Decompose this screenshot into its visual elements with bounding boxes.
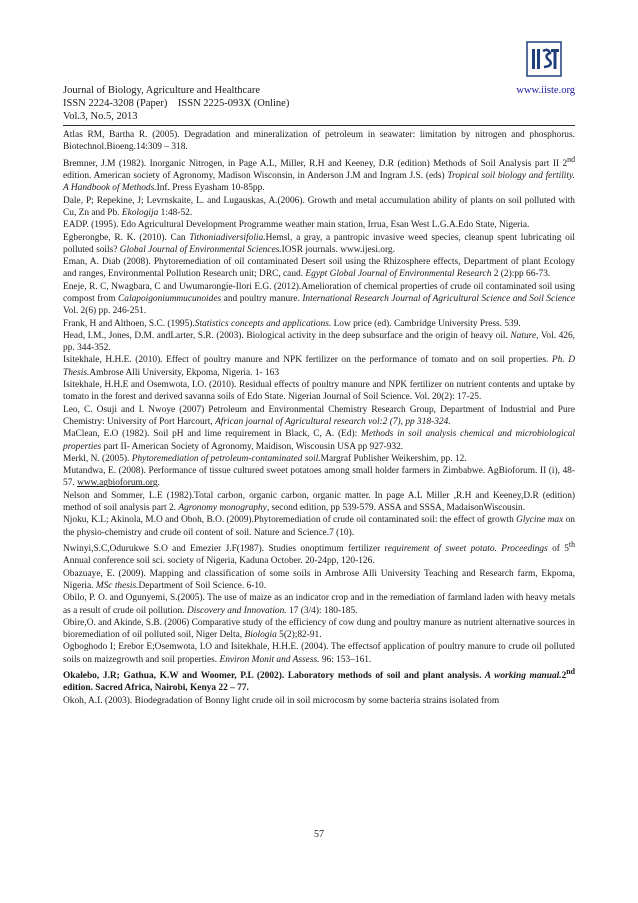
reference-text: Calapoigoniummucunoides xyxy=(118,293,222,304)
reference-text: 17 (3/4): 180-185. xyxy=(286,605,358,616)
reference-entry xyxy=(63,379,575,404)
reference-text: Ogboghodo I; Erebor E;Osemwota, I.O and Isitekhale, H.H.E. (2004). The effectsof application of poultry manure to crude oil polluted soils on maizegrowth and soil properties. xyxy=(63,642,575,665)
reference-text: Head, I.M., Jones, D.M. andLarter, S.R. (2003). Biological activity in the deep subsurface and the origin of heavy oil. xyxy=(63,330,511,341)
reference-text: 5(2);82-91. xyxy=(276,630,322,641)
reference-text: International Research Journal of Agricultural Science and Soil Science xyxy=(302,293,575,304)
reference-entry xyxy=(63,539,575,568)
page-number: 57 xyxy=(314,829,324,840)
reference-text: Nelson and Sommer, L.E (1982).Total carbon, organic carbon, organic matter. In page A.L Miller ,R.H and Keeney,D.R (edition) method of soil analysis part 2. xyxy=(63,490,575,514)
reference-text: MaClean, E.O (1982). Soil pH and lime requirement in Black, C, A. (Ed): xyxy=(63,429,362,440)
reference-entry xyxy=(63,592,575,617)
reference-text: 2 xyxy=(561,671,567,682)
reference-text: Glycine max xyxy=(516,515,564,526)
reference-entry xyxy=(63,154,575,195)
reference-text: A working manual. xyxy=(481,671,562,682)
reference-entry xyxy=(63,453,575,465)
reference-link[interactable]: www.agbioforum.org xyxy=(77,478,158,489)
reference-text: Ph. D Thesis. xyxy=(63,355,575,378)
reference-text: Tropical soil biology and fertility. A Handbook of Methods. xyxy=(63,171,575,194)
reference-text: Phytoremediation of petroleum-contaminated soil. xyxy=(131,453,321,464)
reference-entry xyxy=(63,232,575,257)
reference-text: Hemsl, a gray, a pantropic invasive weed species, cleanup spent lubricating oil polluted soils? xyxy=(63,232,575,255)
reference-text: Obilo, P. O. and Ogunyemi, S.(2005). The use of maize as an indicator crop and in the remediation of farmland laden with heavy metals as a result of crude oil pollution. xyxy=(63,593,575,616)
header-rule xyxy=(63,125,575,126)
reference-entry xyxy=(63,428,575,453)
reference-entry xyxy=(63,514,575,539)
reference-text: Discovery and Innovation. xyxy=(186,605,287,616)
reference-text: nd xyxy=(567,154,575,164)
reference-text: equirement of sweet potato. Proceedings xyxy=(387,544,548,555)
reference-list xyxy=(63,129,575,707)
reference-entry xyxy=(63,219,575,231)
reference-text: Eneje, R. C, Nwagbara, C and Uwumarongie-Ilori E.G. (2012).Amelioration of chemical properties of crude oil contaminated soil using compost from xyxy=(63,281,575,304)
reference-text: , second edition, pp 539-579. ASSA and SSSA, MadaisonWiscousin. xyxy=(266,503,526,514)
reference-entry xyxy=(63,354,575,379)
reference-text: Obire,O. and Akinde, S.B. (2006) Comparative study of the efficiency of cow dung and poultry manure as nutrient alternative sources in bioremediation of oil polluted soil, Niger Delta, xyxy=(63,617,575,641)
reference-text: Nature, xyxy=(510,330,539,341)
reference-text: Tithoniadiversifolia. xyxy=(189,232,266,243)
reference-entry xyxy=(63,404,575,429)
reference-entry xyxy=(63,465,575,490)
reference-text: Bremner, J.M (1982). Inorganic Nitrogen, in Page A.L, Miller, R.H and Keeney, D.R (edition) Methods of Soil Analysis part II 2 xyxy=(63,158,568,169)
reference-text: part II- American Society of Agronomy, Maidison, Wiscousin USA pp 927-932. xyxy=(101,441,404,452)
reference-text: on the physio-chemistry and crude oil content of soil. Nature and Science.7 (10). xyxy=(63,515,575,538)
reference-text: Atlas RM, Bartha R. (2005). Degradation and mineralization of petroleum in seawater: limitation by nitrogen and phosphorus. Biotechnol.Bioeng.14:309 – 318. xyxy=(63,130,575,153)
reference-entry xyxy=(63,490,575,515)
reference-text: Egypt Global Journal of Environmental Research xyxy=(305,269,492,280)
iiste-logo xyxy=(526,41,562,77)
reference-entry xyxy=(63,318,575,330)
reference-text: Statistics concepts and applications. xyxy=(194,318,332,329)
reference-text: Biologia xyxy=(244,630,277,641)
reference-text: Low price (ed). Cambridge University Press. 539. xyxy=(331,318,521,329)
reference-text: Methods in soil analysis chemical and microbiological properties xyxy=(63,429,575,452)
reference-text: Okoh, A.I. (2003). Biodegradation of Bonny light crude oil in soil microcosm by some bacteria strains isolated from xyxy=(63,695,500,706)
reference-text: EADP. (1995). Edo Agricultural Development Programme weather main station, Irrua, Esan West L.G.A.Edo State, Nigeria. xyxy=(63,220,530,231)
reference-text: Nwinyi,S.C,Odurukwe S.O and Emezier J.F(1987). Studies onoptimum fertilizer r xyxy=(63,544,388,555)
reference-text: of 5 xyxy=(547,544,569,555)
reference-text: MSc thesis. xyxy=(95,580,139,591)
reference-text: nd xyxy=(566,667,576,677)
reference-text: 1:48-52. xyxy=(158,207,193,218)
reference-text: edition. American society of Agronomy, Madison Wisconsin, in Anderson J.M and Ingram J.S. (eds) xyxy=(63,171,448,182)
reference-entry xyxy=(63,666,575,695)
reference-text: th xyxy=(568,539,576,549)
reference-text: Okalebo, J.R; Gathua, K.W and Woomer, P.L (2002). Laboratory methods of soil and plant analysis. xyxy=(63,671,482,682)
reference-text: Merkl, N. (2005). xyxy=(63,453,132,464)
reference-text: Frank, H and Althoen, S.C. (1995). xyxy=(63,318,195,329)
reference-entry xyxy=(63,281,575,318)
reference-text: Eman, A. Diab (2008). Phytoremediation of oil contaminated Desert soil using the Rhizosphere effects, Department of plant Ecology and ranges, Environmental Pollution Research unit; DRC, caud. xyxy=(63,257,575,280)
reference-entry xyxy=(63,568,575,593)
journal-url[interactable]: www.iiste.org xyxy=(516,85,575,96)
reference-text: Leo, C. Osuji and I. Nwoye (2007) Petroleum and Environmental Chemistry Research Group, Department of Industrial and Pure Chemistry: University of Port Harcourt, xyxy=(63,404,575,427)
reference-entry xyxy=(63,195,575,220)
reference-entry xyxy=(63,330,575,355)
reference-entry xyxy=(63,256,575,281)
reference-text: Ambrose Alli University, Ekpoma, Nigeria. 1- 163 xyxy=(89,367,280,378)
reference-text: edition. Sacred Africa, Nairobi, Kenya 22 – 77. xyxy=(63,683,249,694)
reference-text: Department of Soil Science. 6-10. xyxy=(138,580,267,591)
reference-text: Ekologija xyxy=(121,207,159,218)
reference-text: . xyxy=(157,478,160,489)
reference-text: Vol. 426, pp. 344-352. xyxy=(63,330,575,354)
reference-text: Njoku, K.L; Akinola, M.O and Oboh, B.O. (2009).Phytoremediation of crude oil contaminated soil: the effect of growth xyxy=(63,515,517,526)
reference-text: African journal of Agricultural research vol:2 (7), pp 318-324. xyxy=(215,416,451,427)
reference-text: Margraf Publisher Weikershim, pp. 12. xyxy=(320,453,467,464)
journal-volume: Vol.3, No.5, 2013 xyxy=(63,111,138,122)
reference-text: Inf. Press Eyasham 10-85pp. xyxy=(156,183,265,194)
reference-text: Annual conference soil sci. society of Nigeria, Kaduna October. 20-24pp, 120-126. xyxy=(63,556,375,567)
reference-text: IOSR journals. www.ijesi.org. xyxy=(281,244,395,255)
reference-text: Egberongbe, R. K. (2010). Can xyxy=(63,232,190,243)
reference-text: Agronomy monography xyxy=(178,503,267,514)
reference-text: Isitekhale, H.H.E. (2010). Effect of poultry manure and NPK fertilizer on the performance of tomato and on soil properties. xyxy=(63,355,552,366)
reference-text: 2 (2):pp 66-73. xyxy=(491,269,551,280)
reference-entry xyxy=(63,617,575,642)
reference-text: Environ Monit and Assess. xyxy=(219,654,320,665)
reference-entry xyxy=(63,641,575,666)
reference-entry xyxy=(63,695,575,707)
reference-text: 96: 153–161. xyxy=(319,654,372,665)
reference-text: and poultry manure. xyxy=(221,293,303,304)
journal-issn: ISSN 2224-3208 (Paper) ISSN 2225-093X (Online) xyxy=(63,98,290,109)
journal-header xyxy=(63,84,575,123)
reference-text: Dale, P; Repekine, J; Levrnskaite, L. and Lugauskas, A.(2006). Growth and metal accumulation ability of plants on soil polluted with Cu, Zn and Pb. xyxy=(63,195,575,218)
reference-text: Isitekhale, H.H.E and Osemwota, I.O. (2010). Residual effects of poultry manure and NPK fertilizer on nutrient contents and uptake by tomato in the forest and derived savanna soils of Edo State. Nigerian Journal of Soil Science. Vol. 20(2): 17-25. xyxy=(63,380,575,403)
reference-text: Global Journal of Environmental Sciences. xyxy=(119,244,282,255)
reference-entry xyxy=(63,129,575,154)
reference-text: Mutandwa, E. (2008). Performance of tissue cultured sweet potatoes among small holder farmers in Zimbabwe. AgBioforum. II (i), 48-57. xyxy=(63,466,575,489)
reference-text: Obazuaye, E. (2009). Mapping and classification of some soils in Ambrose Alli University Teaching and Research farm, Ekpoma, Nigeria. xyxy=(63,568,575,591)
journal-title: Journal of Biology, Agriculture and Healthcare xyxy=(63,85,261,96)
reference-text: Vol. 2(6) pp. 246-251. xyxy=(63,306,147,317)
